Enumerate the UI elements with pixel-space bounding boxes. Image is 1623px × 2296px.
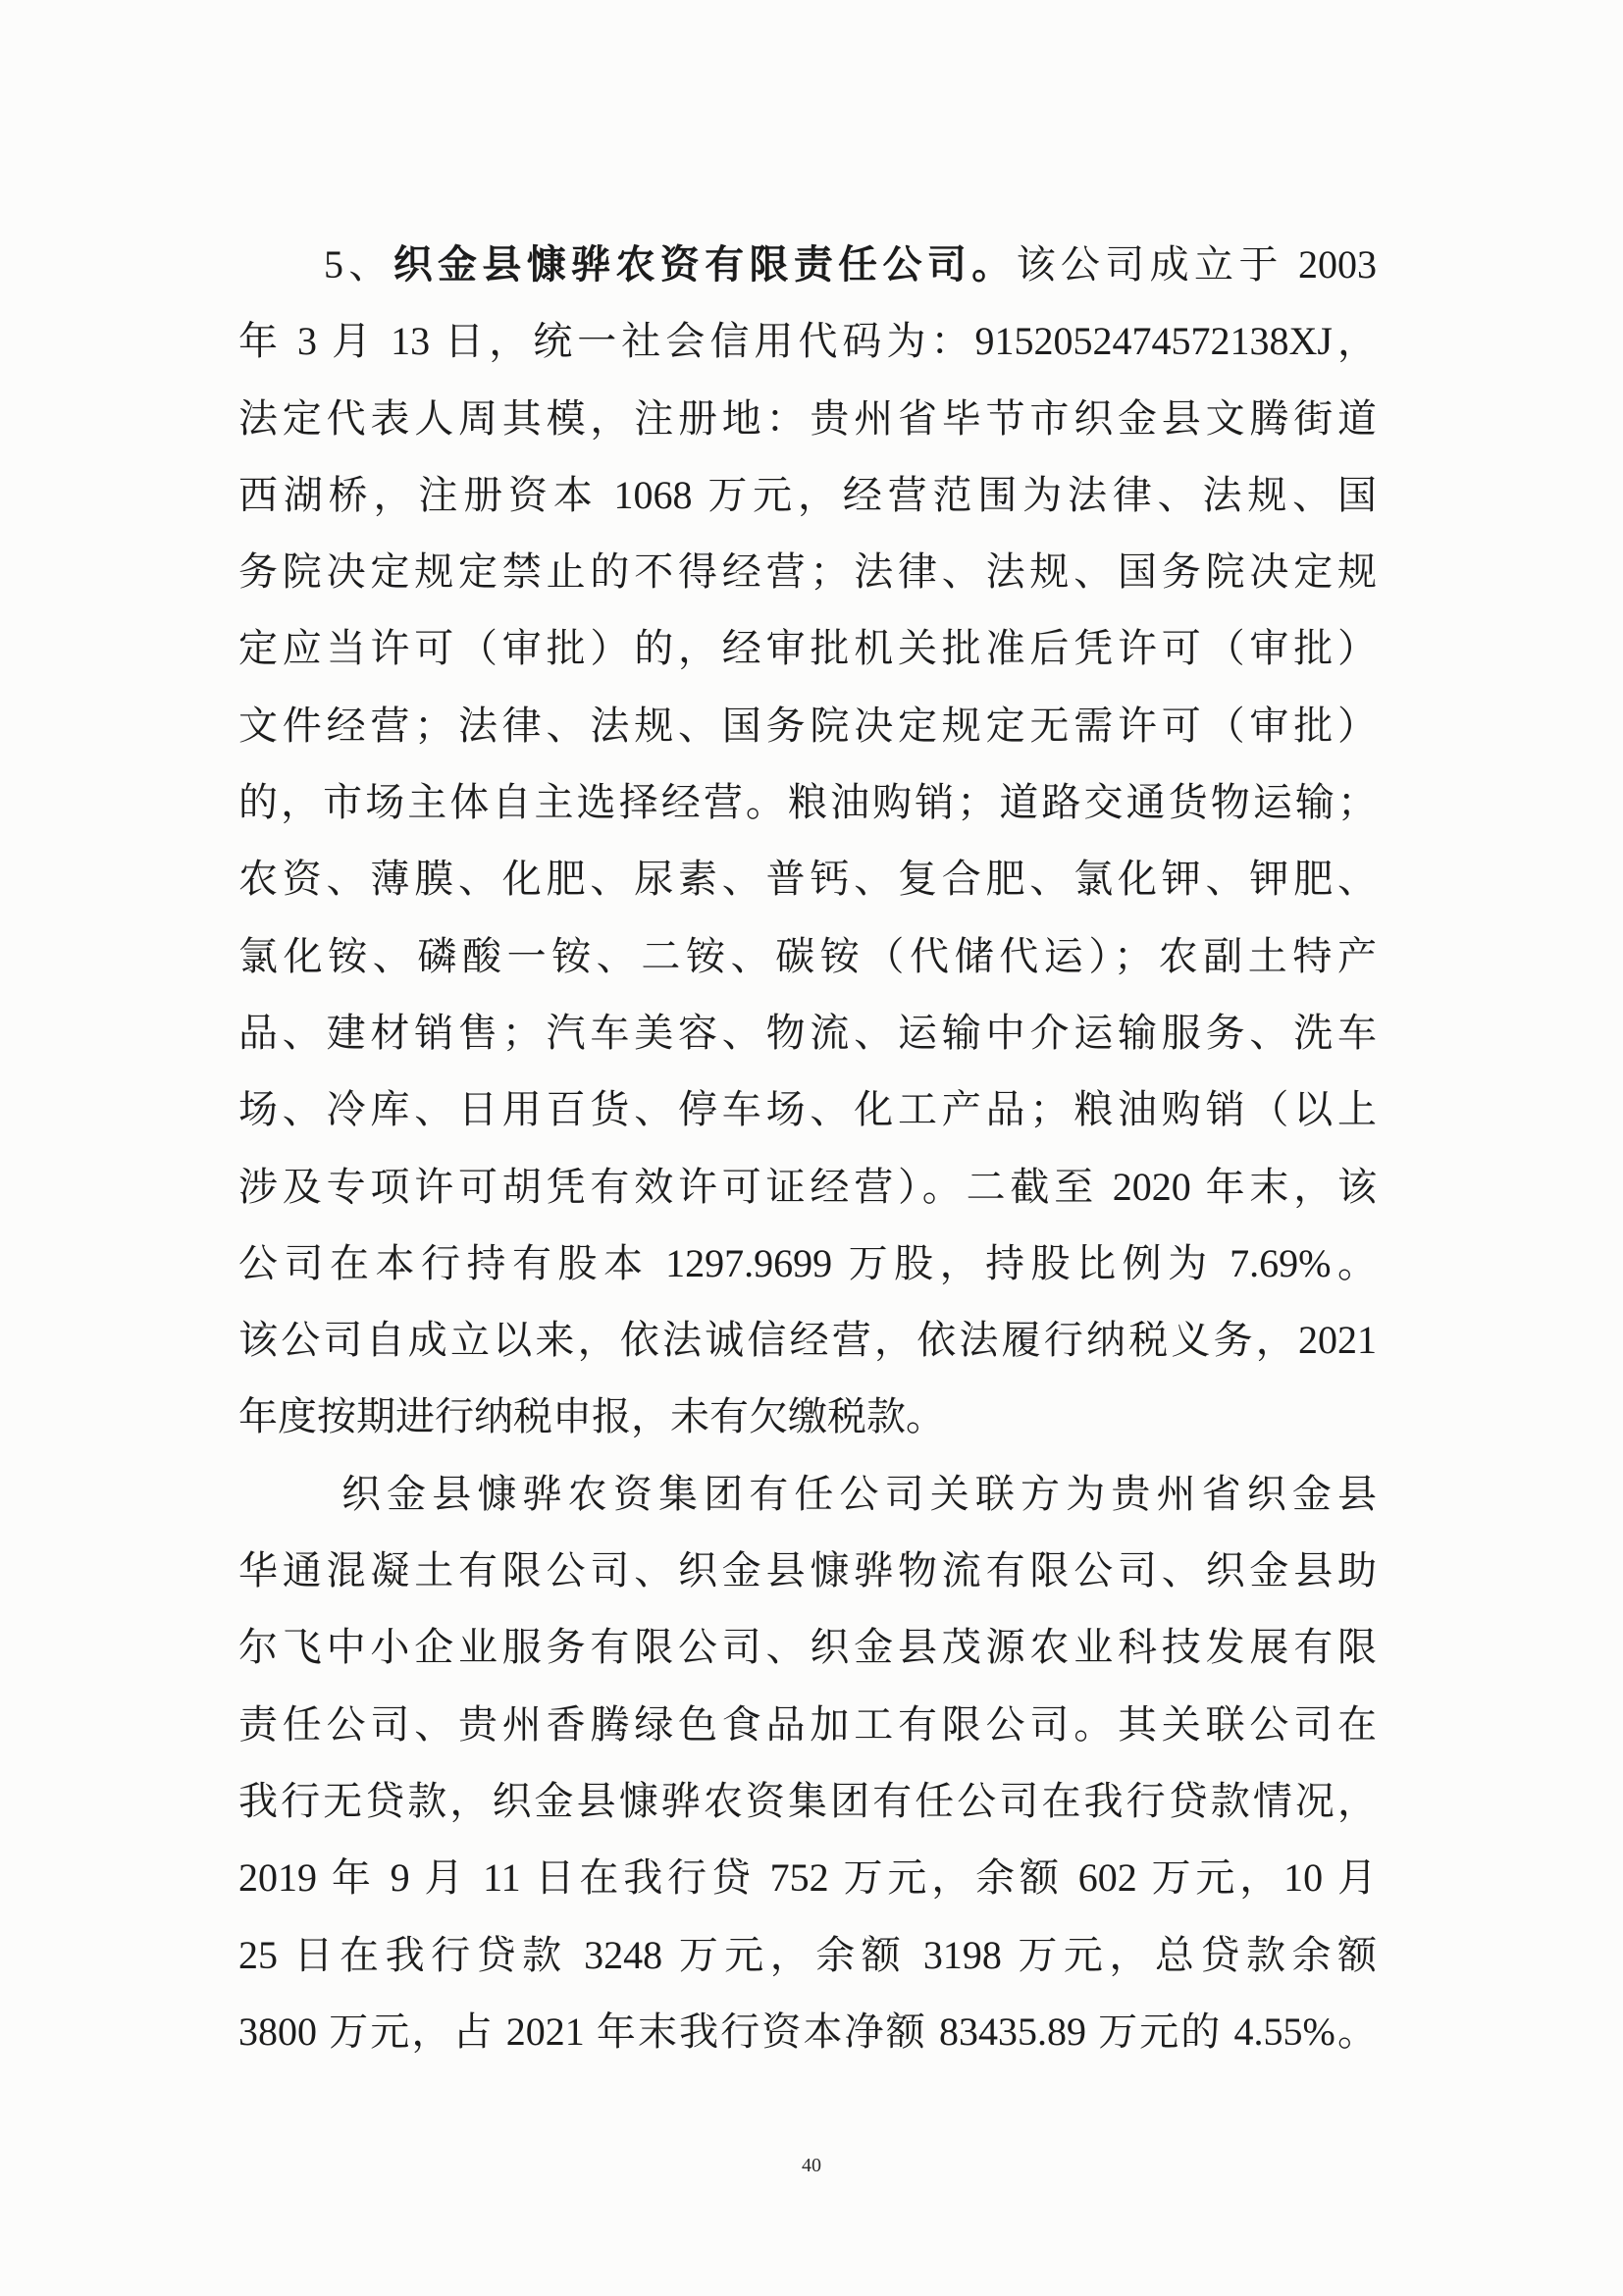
page-number: 40 — [802, 2155, 821, 2176]
text-line: 尔飞中小企业服务有限公司、织金县茂源农业科技发展有限 — [238, 1625, 1377, 1670]
text-line: 3800 万元，占 2021 年末我行资本净额 83435.89 万元的 4.55%。 — [238, 2009, 1377, 2054]
text-line: 25 日在我行贷款 3248 万元，余额 3198 万元，总贷款余额 — [238, 1932, 1377, 1977]
text-line: 该公司自成立以来，依法诚信经营，依法履行纳税义务，2021 — [238, 1318, 1377, 1363]
line-text: 该公司成立于 2003 — [1016, 242, 1377, 287]
text-line: 涉及专项许可胡凭有效许可证经营）。二截至 2020 年末，该 — [238, 1164, 1377, 1209]
text-line: 文件经营；法律、法规、国务院决定规定无需许可（审批） — [238, 703, 1377, 748]
text-line: 我行无贷款，织金县慷骅农资集团有任公司在我行贷款情况， — [238, 1778, 1377, 1823]
text-line: 法定代表人周其模，注册地：贵州省毕节市织金县文腾街道 — [238, 395, 1377, 441]
text-line: 华通混凝土有限公司、织金县慷骅物流有限公司、织金县助 — [238, 1548, 1377, 1593]
document-body — [238, 227, 1377, 2070]
text-line: 责任公司、贵州香腾绿色食品加工有限公司。其关联公司在 — [238, 1701, 1377, 1747]
item-number: 5、 — [324, 242, 393, 287]
paragraph-related-parties — [238, 1456, 1377, 2070]
paragraph-first-line — [238, 227, 1377, 303]
text-line: 农资、薄膜、化肥、尿素、普钙、复合肥、氯化钾、钾肥、 — [238, 857, 1377, 902]
paragraph-first-line: 织金县慷骅农资集团有任公司关联方为贵州省织金县 — [341, 1471, 1377, 1516]
text-line: 的，市场主体自主选择经营。粮油购销；道路交通货物运输； — [238, 780, 1377, 825]
text-line: 年 3 月 13 日，统一社会信用代码为：9152052474572138XJ， — [238, 319, 1377, 364]
text-line: 公司在本行持有股本 1297.9699 万股，持股比例为 7.69%。 — [238, 1240, 1377, 1285]
paragraph-company-profile — [238, 227, 1377, 1456]
text-line: 务院决定规定禁止的不得经营；法律、法规、国务院决定规 — [238, 549, 1377, 595]
text-line: 西湖桥，注册资本 1068 万元，经营范围为法律、法规、国 — [238, 472, 1377, 517]
text-line: 品、建材销售；汽车美容、物流、运输中介运输服务、洗车 — [238, 1010, 1377, 1055]
text-line: 氯化铵、磷酸一铵、二铵、碳铵（代储代运）；农副土特产 — [238, 933, 1377, 978]
text-line: 年度按期进行纳税申报，未有欠缴税款。 — [238, 1394, 945, 1439]
text-line: 2019 年 9 月 11 日在我行贷 752 万元，余额 602 万元，10 月 — [238, 1855, 1377, 1901]
text-line: 场、冷库、日用百货、停车场、化工产品；粮油购销（以上 — [238, 1087, 1377, 1132]
company-name-heading: 织金县慷骅农资有限责任公司。 — [393, 242, 1017, 287]
text-line: 定应当许可（审批）的，经审批机关批准后凭许可（审批） — [238, 626, 1377, 671]
